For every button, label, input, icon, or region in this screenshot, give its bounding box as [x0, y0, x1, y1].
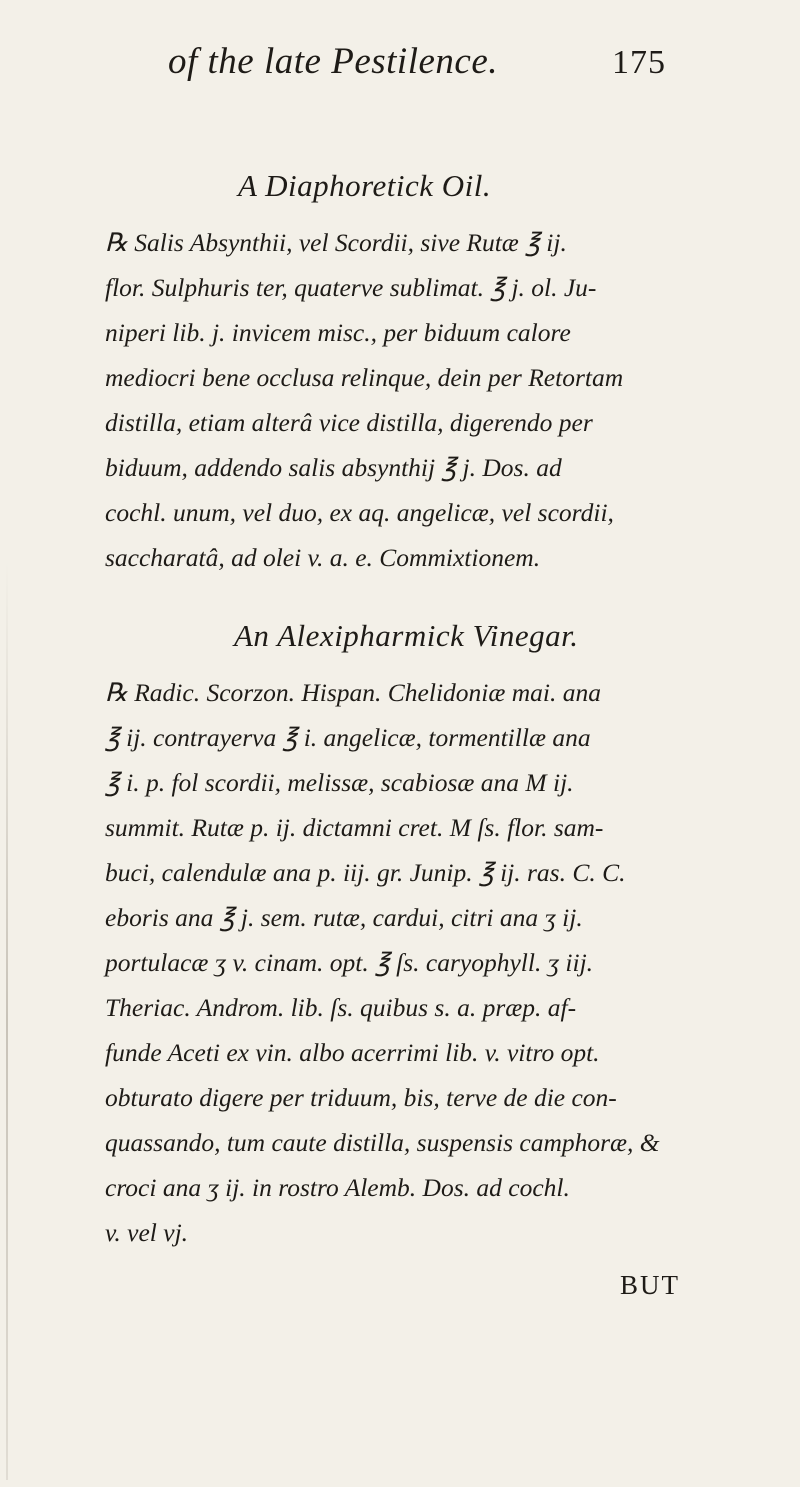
text-line: distilla, etiam alterâ vice distilla, digerendo per	[105, 408, 593, 437]
text-line: v. vel vj.	[105, 1218, 189, 1247]
catchword: BUT	[620, 1270, 680, 1300]
text-line: ℥ i. p. fol scordii, melissæ, scabiosæ ana M ij.	[105, 768, 574, 797]
page-number: 175	[612, 44, 666, 81]
text-line: funde Aceti ex vin. albo acerrimi lib. v. vitro opt.	[105, 1038, 600, 1067]
text-line: eboris ana ℥ j. sem. rutæ, cardui, citri ana ʒ ij.	[105, 903, 583, 932]
section-title-alexipharmick-vinegar: An Alexipharmick Vinegar.	[234, 618, 579, 653]
text-line: saccharatâ, ad olei v. a. e. Commixtionem.	[105, 543, 541, 572]
running-head: of the late Pestilence.	[168, 41, 498, 82]
text-line: buci, calendulæ ana p. iij. gr. Junip. ℥ ij. ras. C. C.	[105, 858, 626, 887]
text-line: quassando, tum caute distilla, suspensis camphoræ, &	[105, 1128, 660, 1157]
text-line: flor. Sulphuris ter, quaterve sublimat. ℥ j. ol. Ju-	[105, 273, 597, 302]
text-line: portulacæ ʒ v. cinam. opt. ℥ ſs. caryophyll. ʒ iij.	[105, 948, 594, 977]
text-line: ℞ Radic. Scorzon. Hispan. Chelidoniæ mai. ana	[105, 678, 602, 707]
text-line: summit. Rutæ p. ij. dictamni cret. M ſs. flor. sam-	[105, 813, 604, 842]
text-line: biduum, addendo salis absynthij ℥ j. Dos. ad	[105, 453, 562, 482]
section-title-diaphoretick-oil: A Diaphoretick Oil.	[238, 168, 492, 203]
text-line: mediocri bene occlusa relinque, dein per Retortam	[105, 363, 624, 392]
text-line: Theriac. Androm. lib. ſs. quibus s. a. præp. af-	[105, 993, 577, 1022]
text-line: ℥ ij. contrayerva ℥ i. angelicæ, tormentillæ ana	[105, 723, 591, 752]
text-line: croci ana ʒ ij. in rostro Alemb. Dos. ad cochl.	[105, 1173, 570, 1202]
text-line: obturato digere per triduum, bis, terve de die con-	[105, 1083, 617, 1112]
text-line: niperi lib. j. invicem misc., per biduum calore	[105, 318, 571, 347]
text-line: ℞ Salis Absynthii, vel Scordii, sive Rutæ ℥ ij.	[105, 228, 567, 257]
page-edge-shadow	[6, 560, 8, 1480]
text-line: cochl. unum, vel duo, ex aq. angelicæ, vel scordii,	[105, 498, 614, 527]
